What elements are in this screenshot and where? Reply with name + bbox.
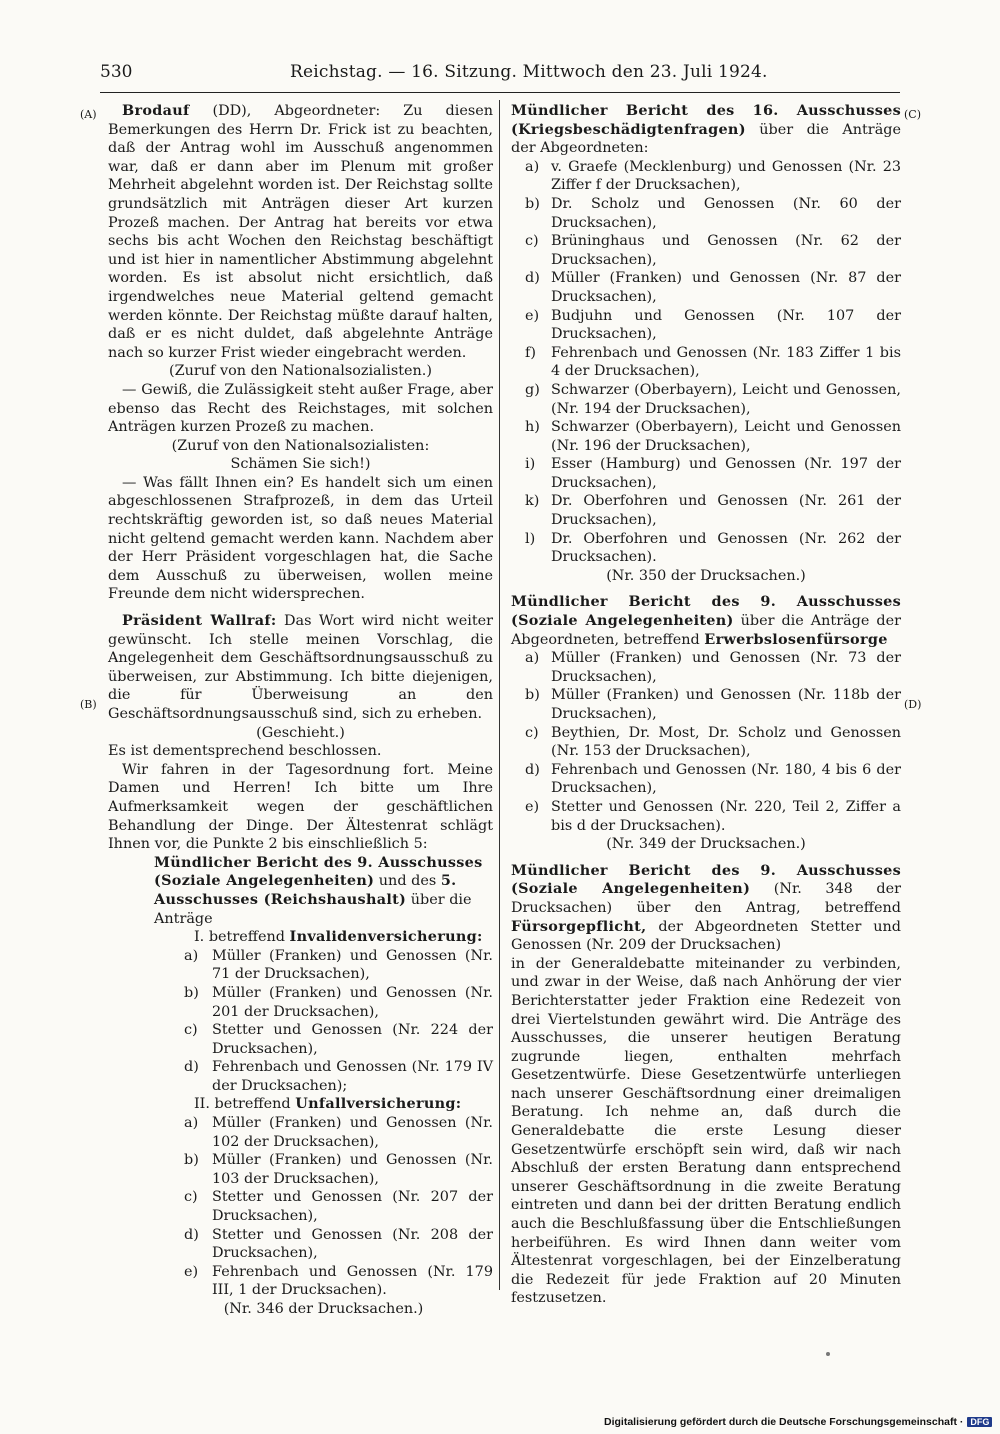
list-item (511, 344, 901, 381)
list-item (511, 418, 901, 455)
list-item (511, 761, 901, 798)
running-header (100, 62, 900, 93)
item-marker: l) (525, 530, 536, 547)
drucksache-note: (Nr. 350 der Drucksachen.) (606, 567, 806, 584)
item-text: Stetter und Genossen (Nr. 220, Teil 2, Ziffer a bis d der Drucksachen). (551, 798, 901, 834)
motion-list (511, 649, 901, 835)
item-marker: a) (184, 1115, 199, 1132)
list-item (511, 492, 901, 529)
item-text: Stetter und Genossen (Nr. 208 der Drucksachen), (212, 1226, 493, 1262)
item-marker: b) (184, 1152, 199, 1169)
list-item (154, 1263, 493, 1300)
item-text: Budjuhn und Genossen (Nr. 107 der Drucksachen), (551, 307, 901, 343)
list-item (154, 984, 493, 1021)
list-item (511, 530, 901, 567)
section-heading: I. betreffend Invalidenversicherung: (194, 928, 483, 946)
column-divider (499, 100, 500, 1290)
item-text: Müller (Franken) und Genossen (Nr. 73 der Drucksachen), (551, 650, 901, 685)
list-item (511, 158, 901, 195)
report-heading: Mündlicher Bericht des 9. Ausschusses (Soziale Angelegenheiten) (Nr. 348 der Drucksachen) über den Antrag, betreffend Fürsorgepflicht, der Abgeordneten Stetter und Genossen (Nr. 209 der Drucksachen) (511, 861, 901, 954)
item-marker: c) (184, 1022, 198, 1039)
motion-list (154, 947, 493, 1096)
item-text: Müller (Franken) und Genossen (Nr. 118b der Drucksachen), (551, 687, 901, 722)
paragraph: in der Generaldebatte miteinander zu verbinden, und zwar in der Weise, daß nach Anhörung der vier Berichterstatter jeder Fraktion eine Redezeit von drei Viertelstunden gewährt wird. Die Anträge des Ausschusses, die unserer heutigen Beratung zugrunde liegen, enthalten mehrfach Gesetzentwürfe. Diese Gesetzentwürfe unterliegen nach unserer Geschäftsordnung einer dreimaligen Beratung. Ich nehme an, daß durch die Generaldebatte die erste Lesung dieser Gesetzentwürfe erschöpft sein wird, daß wir nach Abschluß der ersten Beratung dann entsprechend unserer Geschäftsordnung in die zweite Beratung eintreten und dann bei der dritten Beratung endlich auch die Beschlußfassung über die Entschließungen herbeiführen. Es wird Ihnen dann weiter vom Ältestenrat vorgeschlagen, bei der Einzelberatung die Redezeit für jede Fraktion auf 20 Minuten festzusetzen. (511, 955, 901, 1307)
list-item (154, 1058, 493, 1095)
item-marker: b) (184, 984, 199, 1001)
list-item (511, 269, 901, 306)
list-item (154, 947, 493, 984)
report-heading: Mündlicher Bericht des 9. Ausschusses (Soziale Angelegenheiten) und des 5. Ausschusses (Reichshaushalt) über die Anträge (154, 853, 483, 927)
list-item (511, 455, 901, 492)
paragraph: — Was fällt Ihnen ein? Es handelt sich um einen abgeschlossenen Strafprozeß, in dem das Urteil rechtskräftig geworden ist, so daß neues Material nicht geltend gemacht werden kann. Nachdem aber der Herr Präsident vorgeschlagen hat, die Sache dem Ausschuß zu überweisen, wollen meine Freunde dem nicht widersprechen. (108, 474, 493, 603)
list-item (511, 381, 901, 418)
item-text: Schwarzer (Oberbayern), Leicht und Genossen, (Nr. 194 der Drucksachen), (551, 381, 901, 417)
right-column (511, 102, 901, 1308)
item-text: Beythien, Dr. Most, Dr. Scholz und Genossen (Nr. 153 der Drucksachen), (551, 724, 901, 760)
item-marker: d) (525, 270, 540, 287)
list-item (511, 195, 901, 232)
item-marker: a) (525, 158, 540, 175)
dfg-logo: DFG (967, 1417, 992, 1427)
list-item (511, 724, 901, 761)
agenda-block (154, 854, 493, 1319)
item-text: Müller (Franken) und Genossen (Nr. 102 der Drucksachen), (212, 1115, 493, 1150)
item-text: Fehrenbach und Genossen (Nr. 180, 4 bis 6 der Drucksachen), (551, 761, 901, 797)
speaker-name: Präsident Wallraf: (122, 612, 277, 630)
item-text: Fehrenbach und Genossen (Nr. 179 IV der Drucksachen); (212, 1059, 493, 1094)
list-item (154, 1114, 493, 1151)
page-number: 530 (100, 62, 133, 82)
item-text: Fehrenbach und Genossen (Nr. 179 III, 1 der Drucksachen). (212, 1263, 493, 1299)
paragraph: Wir fahren in der Tagesordnung fort. Meine Damen und Herren! Ich bitte um Ihre Aufmerksamkeit wegen der geschäftlichen Behandlung der Dinge. Der Ältestenrat schlägt Ihnen vor, die Punkte 2 bis einschließlich 5: (108, 761, 493, 853)
margin-mark-a: (A) (80, 108, 97, 121)
header-title: Reichstag. — 16. Sitzung. Mittwoch den 23. Juli 1924. (290, 62, 768, 82)
item-marker: g) (525, 381, 540, 398)
item-marker: d) (184, 1059, 199, 1076)
speech-praesident: Präsident Wallraf: Das Wort wird nicht weiter gewünscht. Ich stelle meinen Vorschlag, die Angelegenheit dem Geschäftsordnungsausschuß zu überweisen, zur Abstimmung. Ich bitte diejenigen, die für Überweisung an den Geschäftsordnungsausschuß sind, sich zu erheben. (108, 612, 493, 722)
interjection: (Zuruf von den Nationalsozialisten: (171, 437, 430, 454)
item-marker: a) (525, 650, 540, 667)
speaker-name: Brodauf (122, 102, 190, 119)
page-speck (826, 1352, 830, 1356)
motion-list (154, 1114, 493, 1300)
item-text: Esser (Hamburg) und Genossen (Nr. 197 der Drucksachen), (551, 456, 901, 491)
item-marker: c) (525, 233, 539, 250)
item-marker: b) (525, 195, 540, 212)
list-item (154, 1151, 493, 1188)
margin-mark-b: (B) (80, 698, 97, 711)
item-text: Müller (Franken) und Genossen (Nr. 71 der Drucksachen), (212, 947, 493, 983)
interjection: Schämen Sie sich!) (230, 456, 371, 473)
interjection: (Zuruf von den Nationalsozialisten.) (169, 363, 432, 380)
item-marker: h) (525, 419, 540, 436)
speech-brodauf: Brodauf (DD), Abgeordneter: Zu diesen Bemerkungen des Herrn Dr. Frick ist zu beachten, daß der Antrag wohl im Ausschuß angenommen war, daß er dann aber im Plenum mit großer Mehrheit abgelehnt worden ist. Der Reichstag sollte grundsätzlich mit Anträgen dieser Art kurzen Prozeß machen. Der Antrag hat bereits vor etwa sechs bis acht Wochen den Reichstag beschäftigt und ist hier in namentlicher Abstimmung abgelehnt worden. Es ist absolut nicht ersichtlich, daß irgendwelches neue Material geltend gemacht werden könnte. Der Reichstag müßte darauf halten, daß er es nicht duldet, daß abgelehnte Anträge nach so kurzer Frist wieder eingebracht werden. (108, 102, 493, 361)
list-item (154, 1188, 493, 1225)
item-text: Stetter und Genossen (Nr. 224 der Drucksachen), (212, 1022, 493, 1057)
item-text: Dr. Oberfohren und Genossen (Nr. 261 der Drucksachen), (551, 493, 901, 529)
item-marker: f) (525, 344, 536, 361)
section-heading: II. betreffend Unfallversicherung: (194, 1095, 462, 1113)
item-marker: d) (525, 761, 540, 778)
item-text: Schwarzer (Oberbayern), Leicht und Genossen (Nr. 196 der Drucksachen), (551, 419, 901, 454)
item-text: Fehrenbach und Genossen (Nr. 183 Ziffer 1 bis 4 der Drucksachen), (551, 344, 901, 380)
item-marker: d) (184, 1226, 199, 1243)
footer-text: Digitalisierung gefördert durch die Deutsche Forschungsgemeinschaft · (604, 1416, 964, 1428)
paragraph: Es ist dementsprechend beschlossen. (108, 743, 382, 760)
item-text: v. Graefe (Mecklenburg) und Genossen (Nr. 23 Ziffer f der Drucksachen), (551, 158, 901, 194)
interjection: (Geschieht.) (256, 724, 345, 741)
item-marker: e) (525, 307, 540, 324)
footer-credit (604, 1416, 992, 1428)
item-text: Müller (Franken) und Genossen (Nr. 103 der Drucksachen), (212, 1152, 493, 1187)
item-marker: c) (184, 1189, 198, 1206)
left-column (108, 102, 493, 1319)
margin-mark-d: (D) (904, 698, 922, 711)
item-marker: k) (525, 493, 540, 510)
item-text: Müller (Franken) und Genossen (Nr. 201 der Drucksachen), (212, 984, 493, 1020)
list-item (511, 232, 901, 269)
drucksache-note: (Nr. 346 der Drucksachen.) (223, 1301, 424, 1317)
drucksache-note: (Nr. 349 der Drucksachen.) (606, 836, 806, 853)
margin-mark-c: (C) (904, 108, 921, 121)
list-item (511, 798, 901, 835)
list-item (511, 649, 901, 686)
motion-list (511, 158, 901, 567)
item-marker: e) (525, 798, 540, 815)
report-heading: Mündlicher Bericht des 16. Ausschusses (Kriegsbeschädigtenfragen) über die Anträge der Abgeordneten: (511, 102, 901, 157)
item-marker: b) (525, 687, 540, 704)
item-text: Stetter und Genossen (Nr. 207 der Drucksachen), (212, 1189, 493, 1225)
report-heading: Mündlicher Bericht des 9. Ausschusses (Soziale Angelegenheiten) über die Anträge der Abgeordneten, betreffend Erwerbslosenfürsorge (511, 593, 901, 648)
item-marker: a) (184, 947, 199, 964)
item-marker: i) (525, 456, 536, 473)
list-item (154, 1021, 493, 1058)
list-item (154, 1226, 493, 1263)
paragraph: — Gewiß, die Zulässigkeit steht außer Frage, aber ebenso das Recht des Reichstages, mit solchen Anträgen kurzen Prozeß zu machen. (108, 381, 493, 436)
item-text: Brüninghaus und Genossen (Nr. 62 der Drucksachen), (551, 233, 901, 268)
item-marker: c) (525, 724, 539, 741)
item-text: Dr. Oberfohren und Genossen (Nr. 262 der Drucksachen). (551, 530, 901, 566)
item-marker: e) (184, 1263, 199, 1280)
item-text: Dr. Scholz und Genossen (Nr. 60 der Drucksachen), (551, 195, 901, 231)
list-item (511, 686, 901, 723)
list-item (511, 307, 901, 344)
item-text: Müller (Franken) und Genossen (Nr. 87 der Drucksachen), (551, 270, 901, 305)
